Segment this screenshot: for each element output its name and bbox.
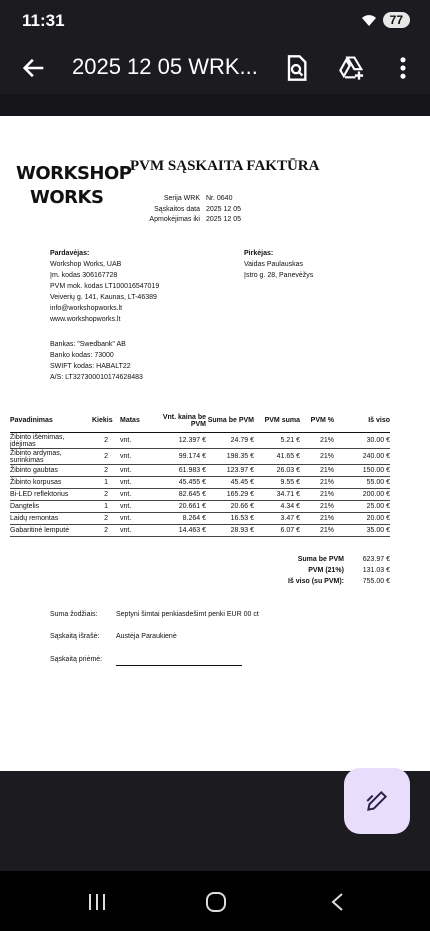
item-net: 20.66 € [230, 503, 254, 510]
invoice-title: PVM SĄSKAITA FAKTŪRA [130, 158, 320, 174]
item-total: 20.00 € [366, 515, 390, 522]
seller-line: Veiverių g. 141, Kaunas, LT-46389 [50, 294, 157, 301]
item-qty: 2 [104, 467, 108, 474]
edit-pen-icon [364, 788, 390, 814]
bank-line: A/S: LT327300010174628483 [50, 374, 143, 381]
company-logo [16, 162, 132, 210]
table-row [10, 465, 390, 477]
buyer-line: Įstro g. 28, Panevėžys [244, 272, 314, 279]
back-arrow-icon[interactable] [20, 54, 48, 82]
item-total: 150.00 € [362, 467, 390, 474]
recent-apps-icon[interactable] [86, 891, 108, 913]
item-name: Laidų remontas [10, 515, 59, 522]
document-title: 2025 12 05 WRK... [72, 54, 258, 79]
item-net: 123.97 € [226, 467, 254, 474]
item-name: Bi-LED reflektorius [10, 491, 69, 498]
meta-value: 2025 12 05 [206, 205, 242, 213]
item-total: 200.00 € [362, 491, 390, 498]
table-row [10, 477, 390, 489]
item-unit-price: 61.983 € [178, 467, 206, 474]
item-name: Žibinto ardymas, surinkimas [10, 449, 62, 464]
item-qty: 2 [104, 437, 108, 444]
item-vat-rate: 21% [319, 503, 334, 510]
back-nav-icon[interactable] [328, 891, 348, 913]
meta-label: Apmokėjimas iki [149, 216, 200, 223]
item-net: 45.45 € [230, 479, 254, 486]
item-total: 35.00 € [366, 527, 390, 534]
meta-value: Nr. 0640 [206, 195, 233, 202]
total-value: 131.03 € [362, 567, 390, 574]
total-value: 755.00 € [362, 578, 390, 585]
item-vat-rate: 21% [319, 515, 334, 522]
amount-words-label: Suma žodžiais: [50, 611, 98, 618]
item-vat-rate: 21% [319, 437, 334, 444]
status-time: 11:31 [22, 11, 65, 30]
item-qty: 1 [104, 479, 108, 486]
total-label: Iš viso (su PVM): [287, 578, 344, 585]
total-label: PVM (21%) [308, 567, 344, 574]
system-navigation-bar [0, 871, 430, 931]
seller-heading: Pardavėjas: [50, 250, 90, 257]
item-vat-rate: 21% [319, 491, 334, 498]
app-bar [0, 42, 430, 94]
bank-line: Banko kodas: 73000 [50, 352, 114, 359]
item-qty: 2 [104, 527, 108, 534]
item-net: 16.53 € [230, 515, 254, 522]
invoice-meta [140, 194, 241, 226]
invoice-page [0, 116, 430, 771]
item-unit-price: 12.397 € [178, 437, 206, 444]
wifi-icon [361, 13, 377, 27]
items-table [10, 409, 390, 537]
seller-block [50, 248, 159, 325]
item-net: 24.79 € [230, 437, 254, 444]
item-vat-rate: 21% [319, 467, 334, 474]
item-name: Žibinto išėmimas, įdėjimas [10, 433, 65, 448]
column-header: PVM suma [264, 417, 300, 424]
item-vat: 26.03 € [276, 467, 300, 474]
item-unit-price: 20.661 € [178, 503, 206, 510]
item-vat: 34.71 € [276, 491, 300, 498]
item-total: 25.00 € [366, 503, 390, 510]
item-unit: vnt. [120, 515, 132, 522]
battery-indicator: 77 [383, 12, 410, 28]
total-value: 623.97 € [362, 556, 390, 563]
column-header: Iš viso [368, 417, 390, 424]
meta-label: Sąskaitos data [154, 205, 200, 213]
table-row [10, 449, 390, 465]
item-unit: vnt. [120, 467, 132, 474]
item-qty: 2 [104, 515, 108, 522]
status-bar [0, 0, 430, 42]
home-icon[interactable] [204, 890, 228, 914]
total-label: Suma be PVM [297, 556, 344, 563]
item-vat: 9.55 € [280, 479, 300, 486]
bank-line: Bankas: "Swedbank" AB [50, 341, 126, 348]
table-row [10, 489, 390, 501]
issued-by-label: Sąskaitą išrašė: [50, 633, 100, 640]
amount-words-value: Septyni šimtai penkiasdešimt penki EUR 00 ct [116, 611, 259, 618]
item-unit: vnt. [120, 453, 132, 460]
bank-line: SWIFT kodas: HABALT22 [50, 363, 131, 370]
buyer-heading: Pirkėjas: [244, 250, 274, 257]
item-unit-price: 82.645 € [178, 491, 206, 498]
bank-block [50, 339, 143, 383]
meta-label: Serija WRK [163, 195, 200, 202]
item-total: 240.00 € [362, 453, 390, 460]
item-vat-rate: 21% [319, 453, 334, 460]
item-qty: 2 [104, 453, 108, 460]
item-net: 198.35 € [226, 453, 254, 460]
column-header: Matas [120, 417, 140, 424]
item-unit: vnt. [120, 503, 132, 510]
item-unit: vnt. [120, 479, 132, 486]
table-row [10, 433, 390, 449]
table-row [10, 501, 390, 513]
seller-line: Įm. kodas 306167728 [50, 272, 118, 279]
amount-in-words [50, 611, 259, 618]
buyer-block [244, 248, 313, 281]
items-table-body [10, 433, 390, 537]
item-unit: vnt. [120, 527, 132, 534]
column-header: PVM % [310, 417, 334, 424]
search-document-icon[interactable] [282, 54, 310, 82]
seller-line: Workshop Works, UAB [50, 261, 122, 268]
table-row [10, 525, 390, 537]
received-by [50, 656, 102, 663]
more-options-icon[interactable] [392, 54, 414, 82]
edit-fab-button[interactable] [344, 768, 410, 834]
logo-line-2: WORKS [30, 187, 104, 208]
item-vat-rate: 21% [319, 479, 334, 486]
item-unit-price: 99.174 € [178, 453, 206, 460]
item-name: Žibinto gaubtas [10, 467, 58, 474]
items-table-header [10, 409, 390, 433]
item-vat: 4.34 € [280, 503, 300, 510]
item-total: 30.00 € [366, 437, 390, 444]
item-vat: 5.21 € [280, 437, 300, 444]
item-name: Žibinto korpusas [10, 479, 62, 486]
item-unit-price: 8.264 € [182, 515, 206, 522]
column-header: Suma be PVM [207, 417, 254, 424]
logo-line-1: WORKSHOP [16, 163, 132, 184]
table-row [10, 513, 390, 525]
item-unit: vnt. [120, 437, 132, 444]
issued-by [50, 633, 177, 640]
column-header: Kiekis [92, 417, 113, 424]
seller-line: PVM mok. kodas LT100016547019 [50, 283, 160, 290]
item-total: 55.00 € [366, 479, 390, 486]
received-by-label: Sąskaitą priėmė: [50, 656, 103, 663]
seller-line: www.workshopworks.lt [50, 316, 121, 323]
buyer-line: Vaidas Paulauskas [244, 261, 304, 268]
item-name: Gabaritinė lemputė [10, 527, 70, 534]
viewer-background [0, 94, 430, 116]
seller-line: info@workshopworks.lt [50, 305, 123, 312]
item-vat-rate: 21% [319, 527, 334, 534]
signature-line [116, 665, 242, 666]
meta-value: 2025 12 05 [206, 216, 242, 223]
item-net: 28.93 € [230, 527, 254, 534]
totals-block [250, 554, 390, 587]
item-vat: 41.65 € [276, 453, 300, 460]
item-vat: 3.47 € [280, 515, 300, 522]
item-qty: 1 [104, 503, 108, 510]
item-net: 165.29 € [226, 491, 254, 498]
issued-by-value: Austėja Paraukienė [116, 633, 177, 640]
item-unit-price: 45.455 € [178, 479, 206, 486]
item-unit: vnt. [120, 491, 132, 498]
item-vat: 6.07 € [280, 527, 300, 534]
status-icons [361, 12, 410, 28]
item-unit-price: 14.463 € [178, 527, 206, 534]
add-drive-icon[interactable] [338, 54, 366, 82]
item-name: Dangtelis [10, 503, 40, 510]
item-qty: 2 [104, 491, 108, 498]
column-header: Pavadinimas [10, 417, 53, 424]
column-header: Vnt. kaina be PVM [162, 413, 206, 428]
